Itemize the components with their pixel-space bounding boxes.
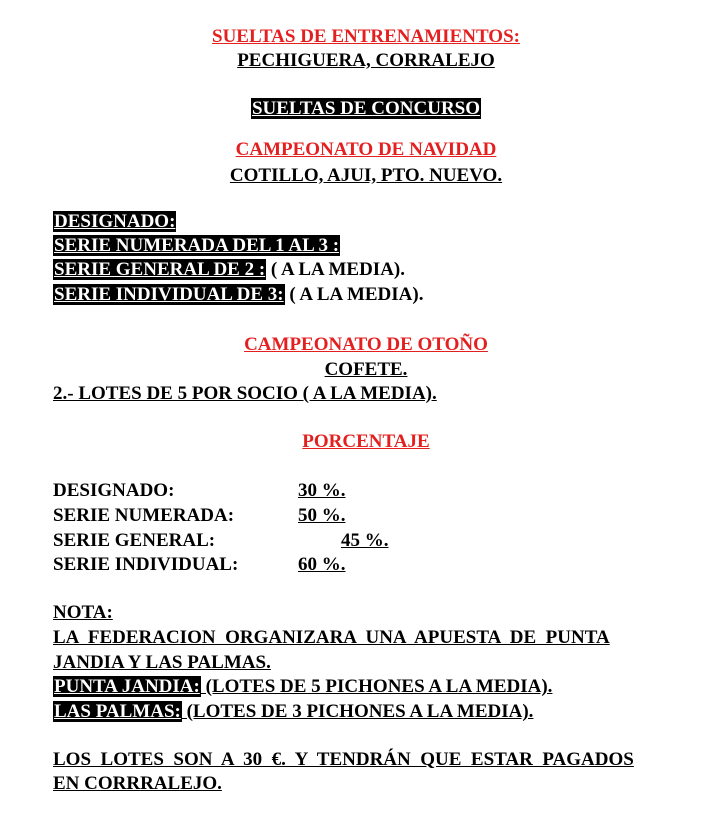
christmas-title-line: [0, 117, 713, 160]
percent-value: 50 %.: [298, 505, 346, 526]
christmas-designado: DESIGNADO:: [54, 211, 176, 232]
contest-title: SUELTAS DE CONCURSO: [251, 98, 481, 119]
note-text-2: JANDIA Y LAS PALMAS.: [53, 652, 271, 673]
percent-label: SERIE GENERAL:: [53, 530, 216, 551]
christmas-title: CAMPEONATO DE NAVIDAD: [235, 139, 497, 160]
christmas-designado-line: [34, 189, 176, 232]
note-title: NOTA:: [53, 602, 113, 623]
footer-text-1: LOS LOTES SON A 30 €. Y TENDRÁN QUE ESTAR PAGADOS: [53, 749, 634, 770]
christmas-numerada: SERIE NUMERADA DEL 1 AL 3 :: [54, 235, 340, 256]
percent-value: 60 %.: [298, 554, 346, 575]
note-text-1: LA FEDERACION ORGANIZARA UNA APUESTA DE PUNTA: [53, 627, 610, 648]
percent-row-individual: [34, 532, 346, 575]
note-title-line: [34, 580, 113, 623]
note-palmas-label: LAS PALMAS:: [54, 701, 181, 722]
autumn-title: CAMPEONATO DE OTOÑO: [244, 334, 488, 355]
autumn-lots: 2.- LOTES DE 5 POR SOCIO ( A LA MEDIA).: [53, 383, 437, 404]
autumn-location: COFETE.: [324, 359, 408, 380]
percent-label: DESIGNADO:: [53, 480, 175, 501]
footer-line-2: [34, 751, 222, 794]
autumn-location-line: [0, 337, 713, 380]
percent-value: 45 %.: [341, 530, 389, 551]
percent-label: SERIE INDIVIDUAL:: [53, 554, 239, 575]
contest-title-line: [0, 76, 713, 119]
christmas-individual-line: [34, 262, 424, 305]
note-line-1: [34, 605, 610, 648]
note-palmas-line: [34, 679, 534, 722]
note-punta-line: [34, 654, 553, 697]
footer-line-1: [34, 727, 634, 770]
percent-row-designado: [34, 458, 346, 501]
percent-row-numerada: [34, 483, 346, 526]
christmas-individual-label: SERIE INDIVIDUAL DE 3:: [54, 284, 284, 305]
percent-label: SERIE NUMERADA:: [53, 505, 235, 526]
note-punta-text: (LOTES DE 5 PICHONES A LA MEDIA).: [200, 676, 553, 697]
christmas-locations: COTILLO, AJUI, PTO. NUEVO.: [229, 165, 503, 186]
christmas-numerada-line: [34, 213, 340, 256]
training-locations-line: [0, 28, 713, 71]
note-palmas-text: (LOTES DE 3 PICHONES A LA MEDIA).: [181, 701, 534, 722]
training-locations: PECHIGUERA, CORRALEJO: [237, 50, 495, 71]
footer-text-2: EN CORRRALEJO.: [53, 773, 222, 794]
percent-title: PORCENTAJE: [302, 431, 430, 452]
training-title: SUELTAS DE ENTRENAMIENTOS:: [212, 26, 520, 47]
percent-value: 30 %.: [298, 480, 346, 501]
christmas-general-line: [34, 237, 405, 280]
autumn-lots-line: [34, 361, 437, 404]
note-line-2: [34, 630, 271, 673]
percent-title-line: [0, 409, 713, 452]
training-title-line: [0, 4, 713, 47]
christmas-individual-note: ( A LA MEDIA).: [284, 284, 424, 305]
christmas-general-label: SERIE GENERAL DE 2 :: [54, 259, 266, 280]
autumn-title-line: [0, 312, 713, 355]
note-punta-label: PUNTA JANDIA:: [54, 676, 200, 697]
percent-row-general: [34, 508, 389, 551]
christmas-general-note: ( A LA MEDIA).: [266, 259, 405, 280]
christmas-locations-line: [0, 143, 713, 186]
